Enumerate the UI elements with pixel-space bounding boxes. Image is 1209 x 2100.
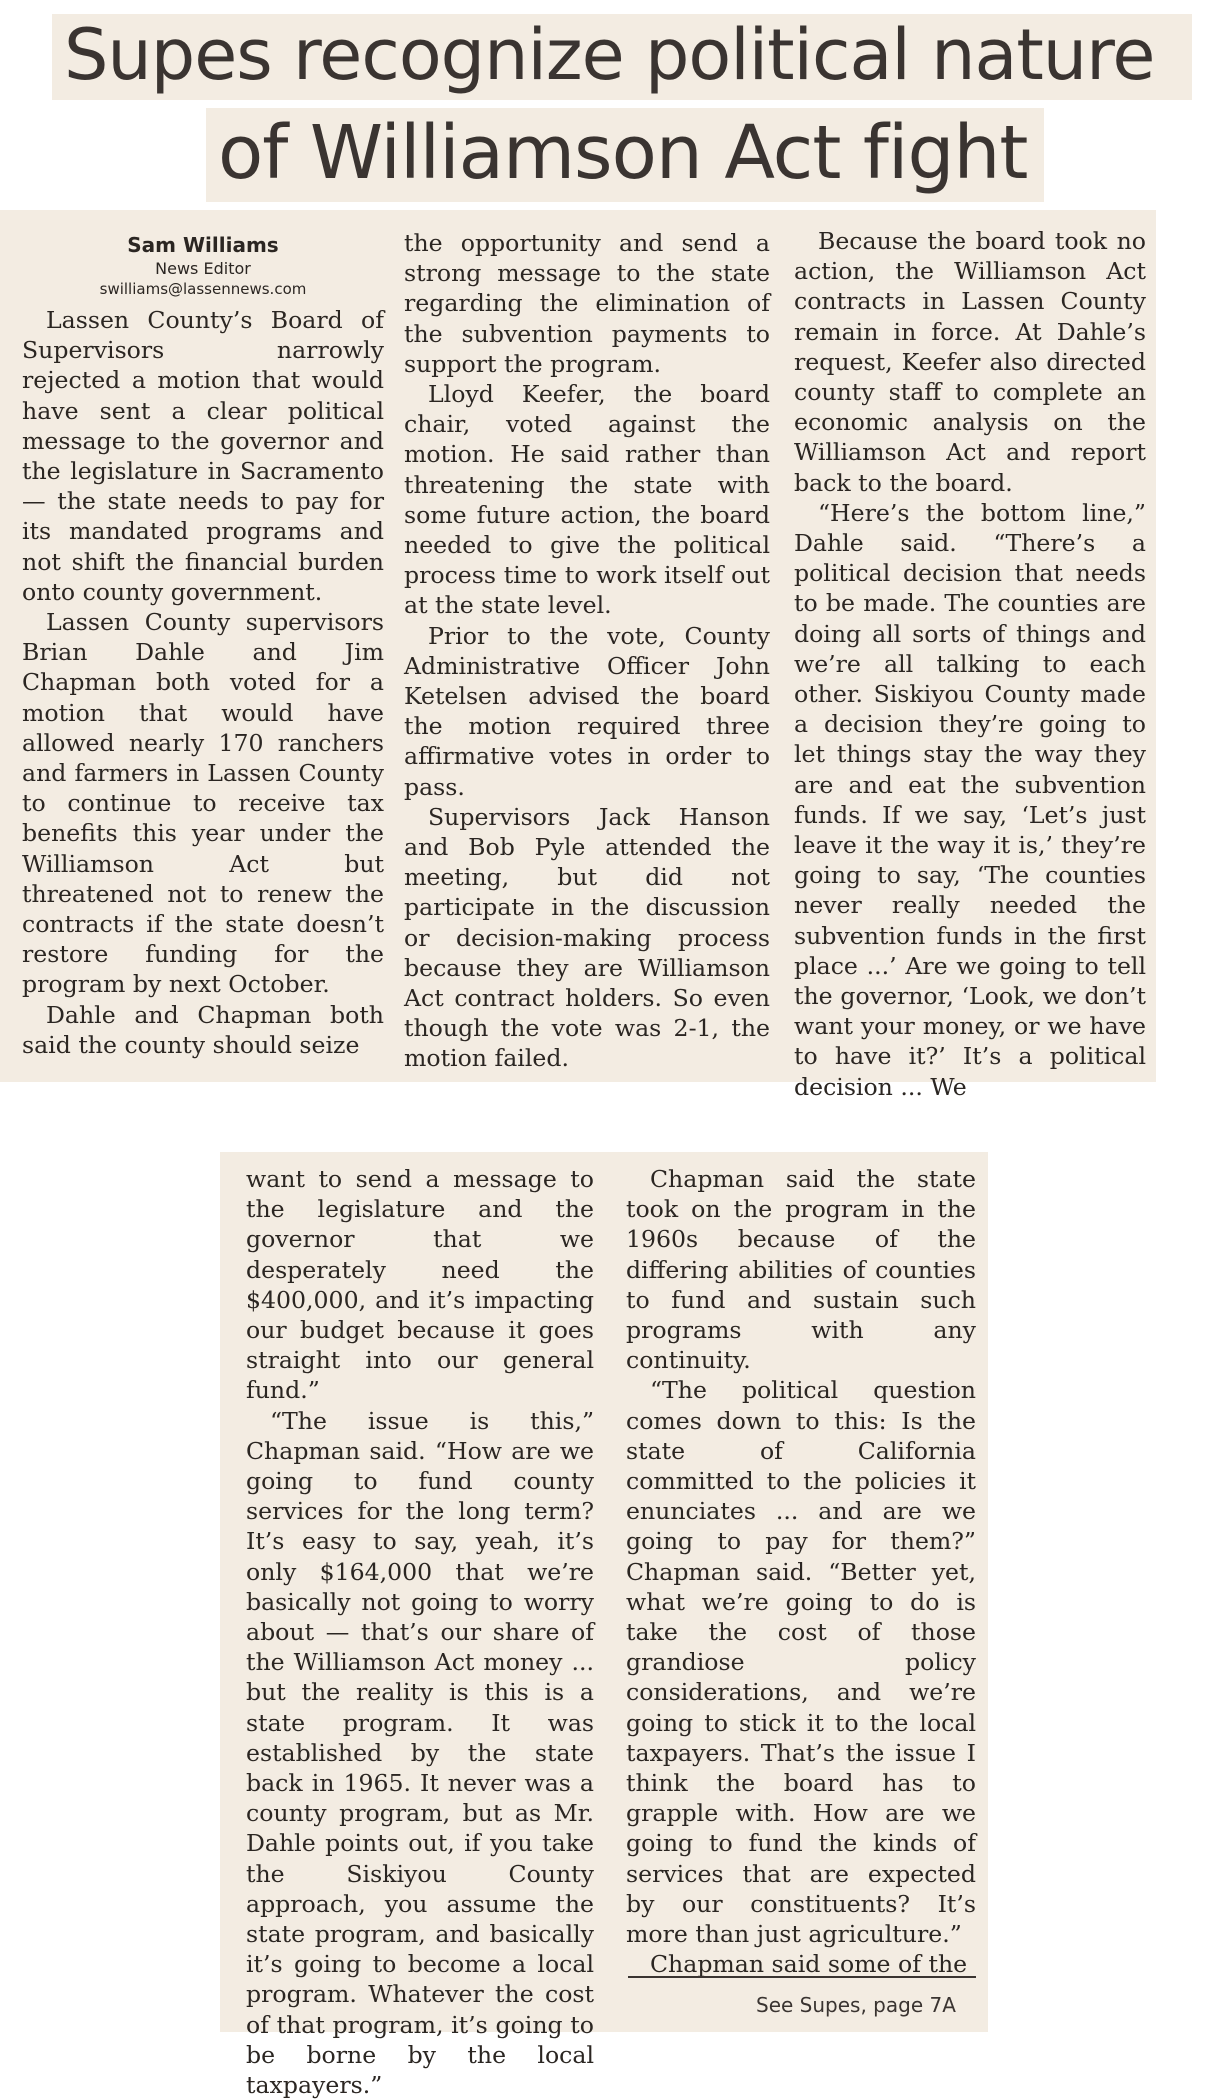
article-column-2 — [404, 228, 770, 1074]
paragraph: Prior to the vote, County Administrative Officer John Ketelsen advised the board the motion required three affirmative votes in order to pass. — [404, 621, 770, 801]
paragraph: want to send a message to the legislature and the governor that we desperately need the $400,000, and it’s impacting our budget because it goes straight into our general fund.” — [246, 1165, 594, 1405]
article-column-4 — [246, 1164, 594, 2100]
paragraph: Because the board took no action, the Williamson Act contracts in Lassen County remain in force. At Dahle’s request, Keefer also directed county staff to complete an economic analysis on the Williamson Act and report back to the board. — [794, 227, 1146, 497]
article-column-5 — [626, 1164, 976, 1979]
paragraph: Lassen County supervisors Brian Dahle and Jim Chapman both voted for a motion that would have allowed nearly 170 ranchers and farmers in Lassen County to continue to receive tax benefits this year under the Williamson Act but threatened not to renew the contracts if the state doesn’t restore funding for the program by next October. — [22, 608, 384, 999]
paragraph: Chapman said some of the — [650, 1950, 968, 1979]
paragraph: Chapman said the state took on the program in the 1960s because of the differing abilities of counties to fund and sustain such programs with any continuity. — [626, 1165, 976, 1375]
paragraph: “The issue is this,” Chapman said. “How are we going to fund county services for the long term? It’s easy to say, yeah, it’s only $164,000 that we’re basically not going to worry about — that’s our share of the Williamson Act money ... but the reality is this is a state program. It was established by the state back in 1965. It never was a county program, but as Mr. Dahle points out, if you take the Siskiyou County approach, you assume the state program, and basically it’s going to become a local program. Whatever the cost of that program, it’s going to be borne by the local taxpayers.” — [246, 1406, 594, 2100]
paragraph: Lassen County’s Board of Supervisors narrowly rejected a motion that would have sent a clear political message to the governor and the legislature in Sacramento — the state needs to pay for its mandated programs and not shift the financial burden onto county government. — [22, 306, 384, 606]
paragraph: Supervisors Jack Hanson and Bob Pyle attended the meeting, but did not participate in the discussion or decision-making process because they are Williamson Act contract holders. So even though the vote was 2-1, the motion failed. — [404, 802, 770, 1073]
headline-line-2: of Williamson Act fight — [218, 110, 1028, 196]
jump-reference: See Supes, page 7A — [756, 1993, 956, 2017]
byline-author: Sam Williams — [127, 233, 279, 257]
headline-line-1: Supes recognize political nature — [64, 14, 1155, 96]
byline-role: News Editor — [155, 259, 251, 278]
byline-email: swilliams@lassennews.com — [99, 280, 307, 298]
byline — [22, 232, 384, 299]
jump-rule — [628, 1976, 976, 1978]
paragraph: “Here’s the bottom line,” Dahle said. “There’s a political decision that needs to be made. The counties are doing all sorts of things and we’re all talking to each other. Siskiyou County made a decision they’re going to let things stay the way they are and eat the subvention funds. If we say, ‘Let’s just leave it the way it is,’ they’re going to say, ‘The counties never really needed the subvention funds in the first place ...’ Are we going to tell the governor, ‘Look, we don’t want your money, or we have to have it?’ It’s a political decision ... We — [794, 498, 1146, 1101]
article-column-1 — [22, 232, 384, 1060]
paragraph: “The political question comes down to this: Is the state of California committed to the policies it enunciates ... and are we going to pay for them?” Chapman said. “Better yet, what we’re going to do is take the cost of those grandiose policy considerations, and we’re going to stick it to the local taxpayers. That’s the issue I think the board has to grapple with. How are we going to fund the kinds of services that are expected by our constituents? It’s more than just agriculture.” — [626, 1376, 976, 1949]
paragraph: Dahle and Chapman both said the county should seize — [22, 1000, 384, 1059]
article-column-3 — [794, 226, 1146, 1102]
paragraph: Lloyd Keefer, the board chair, voted against the motion. He said rather than threatening the state with some future action, the board needed to give the political process time to work itself out at the state level. — [404, 380, 770, 620]
paragraph: the opportunity and send a strong message to the state regarding the elimination of the subvention payments to support the program. — [404, 229, 770, 378]
